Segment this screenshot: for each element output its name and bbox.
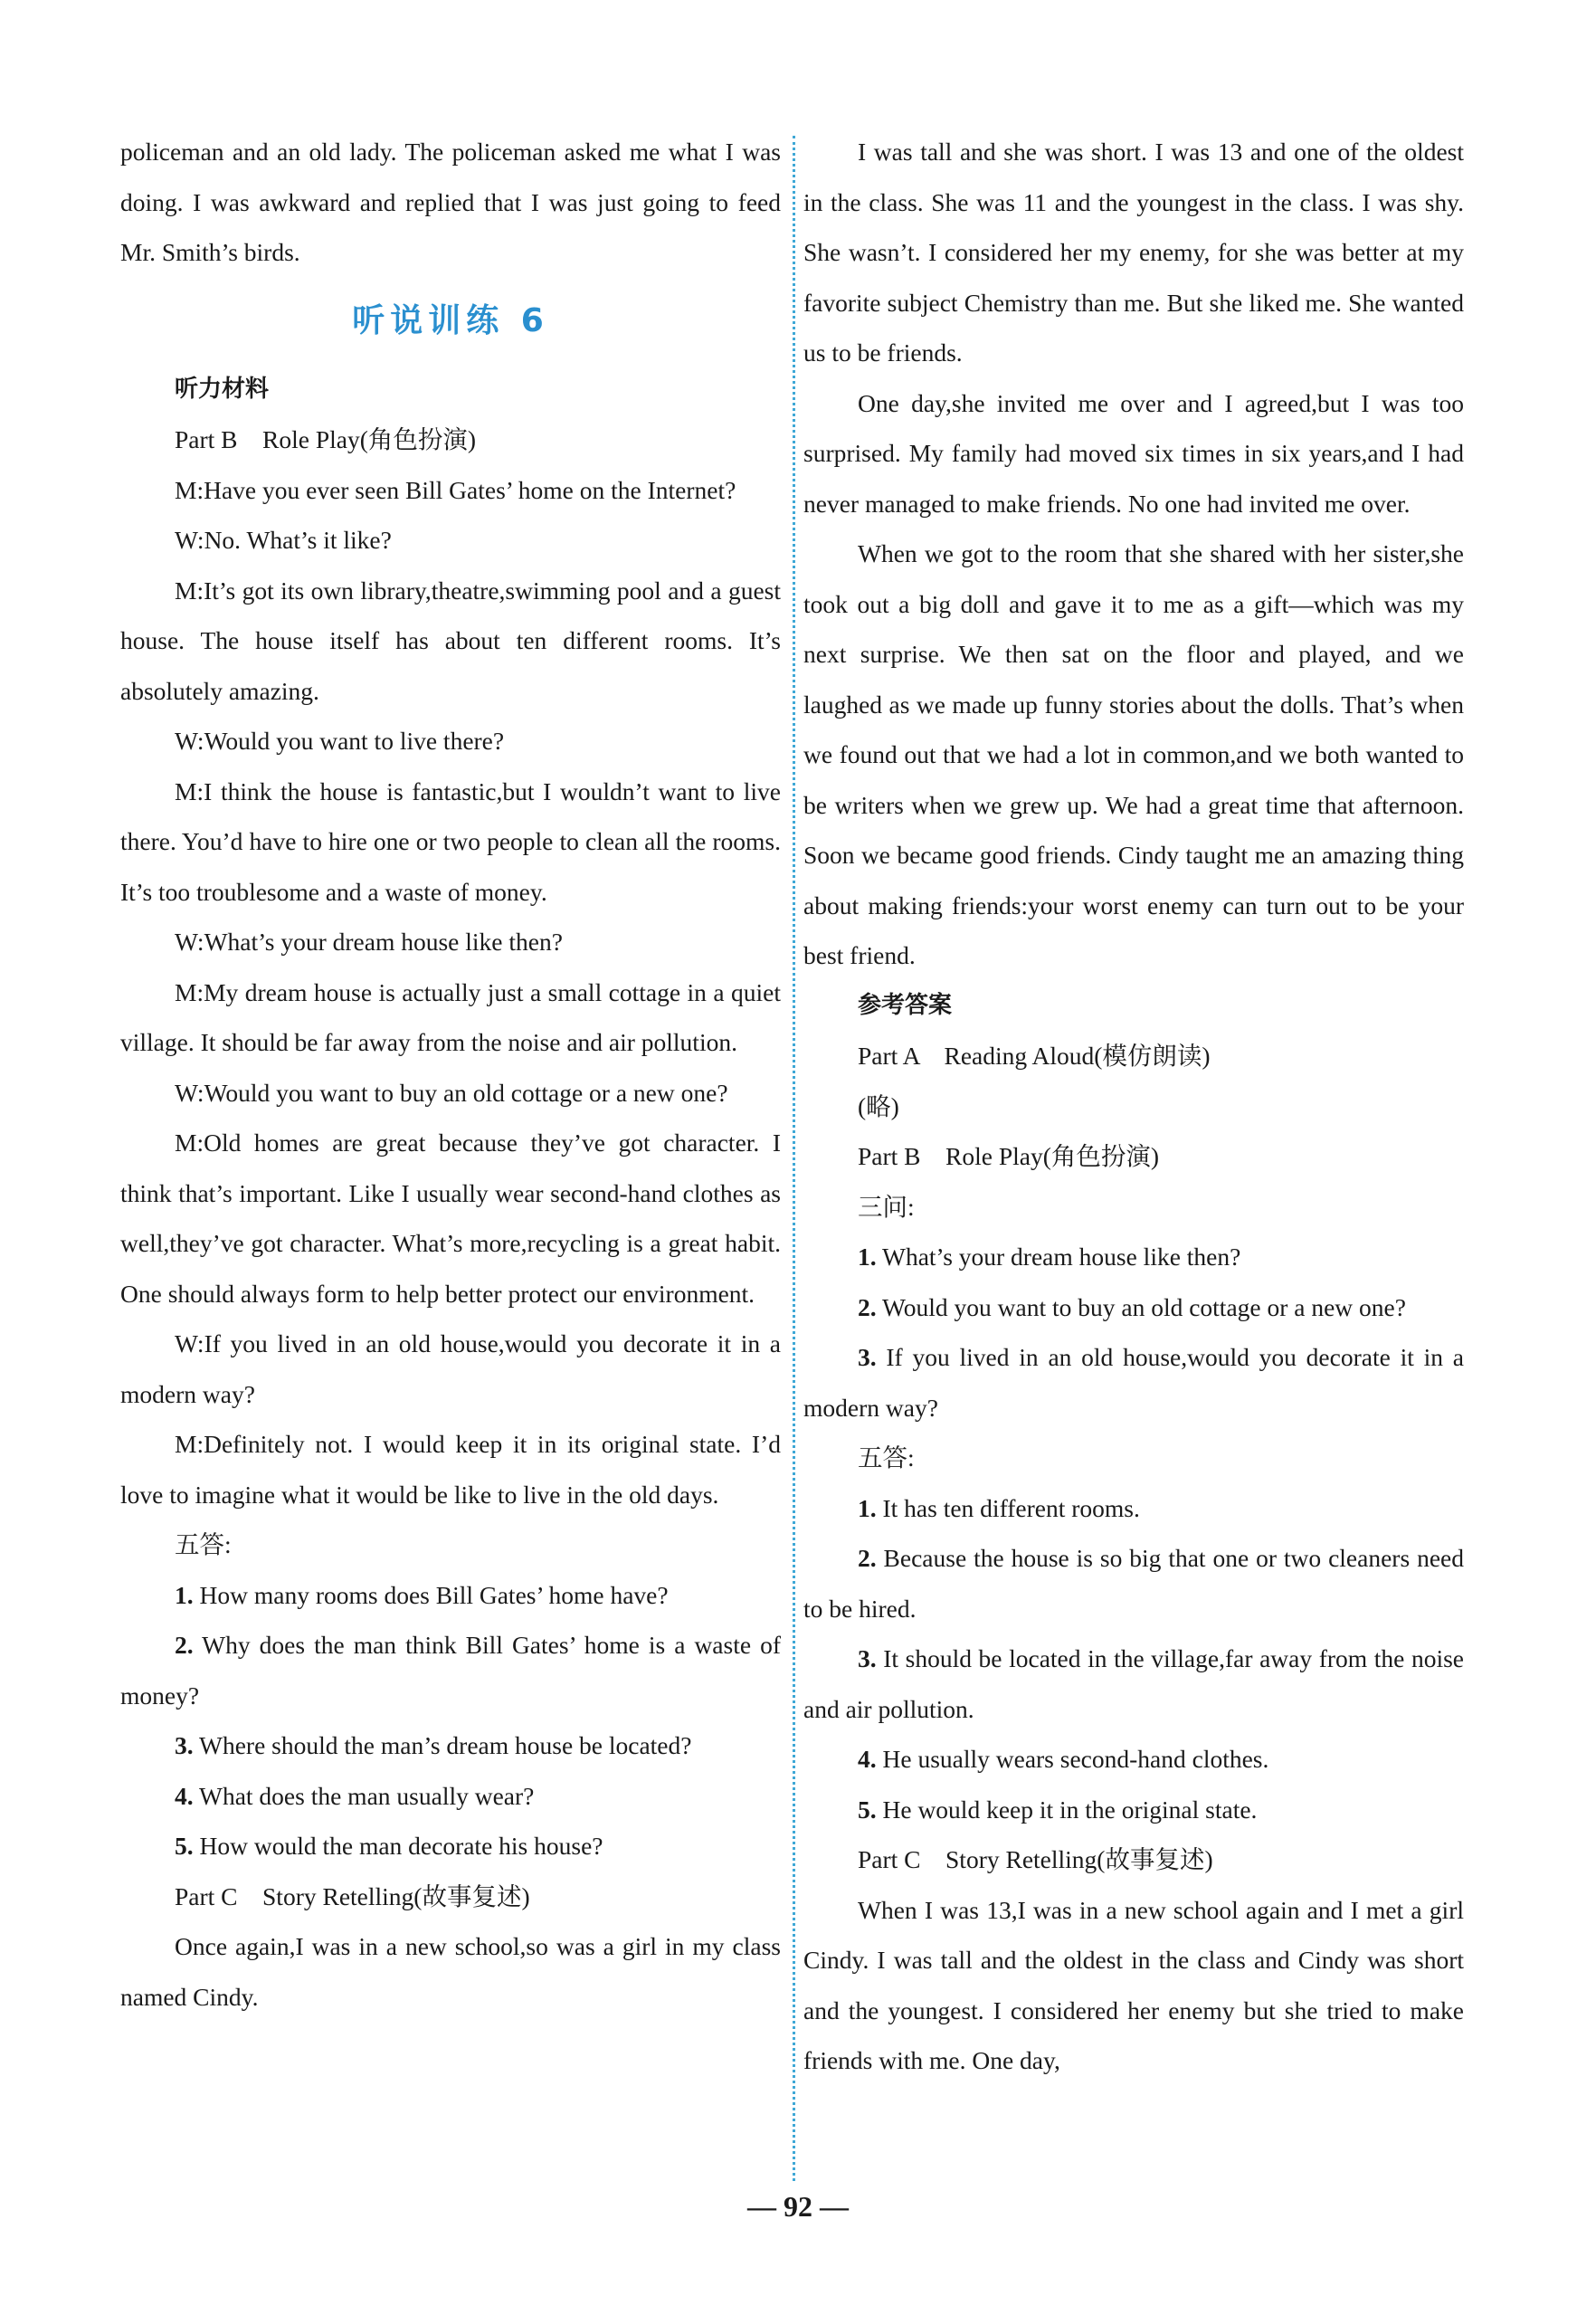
answer-text: He usually wears second-hand clothes. [876,1745,1269,1773]
answer-item [803,1232,1464,1282]
part-c-title: Part C Story Retelling(故事复述) [175,1881,530,1910]
answer-text: It has ten different rooms. [876,1493,1140,1522]
question-text: What does the man usually wear? [193,1781,535,1810]
question-number: 4. [175,1781,194,1810]
answer-number: 4. [858,1745,877,1773]
answer-item [803,1633,1464,1734]
answer-number: 3. [858,1644,877,1672]
dialogue-line: M:It’s got its own library,theatre,swimming pool and a guest house. The house itself has about ten different rooms. It’s absolutely amazing. [120,576,781,705]
answer-text: What’s your dream house like then? [876,1243,1241,1271]
section-heading: 听说训练 6 [352,301,549,339]
answer-number: 2. [858,1292,877,1321]
question-item [120,1821,781,1872]
answer-text: If you lived in an old house,would you decorate it in a modern way? [803,1343,1464,1422]
subheading-answers: 参考答案 [858,991,953,1019]
question-text: Why does the man think Bill Gates’ home is a waste of money? [120,1631,781,1710]
question-item [120,1720,781,1771]
right-column [803,127,1464,2086]
answer-number: 3. [858,1343,877,1371]
paragraph: policeman and an old lady. The policeman asked me what I was doing. I was awkward and replied that I was just going to feed Mr. Smith’s birds. [120,138,781,266]
subheading-listening: 听力材料 [175,375,270,403]
dialogue-line: M:Have you ever seen Bill Gates’ home on the Internet? [175,475,736,504]
question-text: How many rooms does Bill Gates’ home have? [193,1580,669,1609]
answer-number: 5. [858,1795,877,1824]
dialogue-line: M:Definitely not. I would keep it in its original state. I’d love to imagine what it would be like to live in the old days. [120,1430,781,1509]
dialogue-line: W:What’s your dream house like then? [175,928,563,956]
question-text: How would the man decorate his house? [193,1832,603,1860]
retelling-paragraph: When I was 13,I was in a new school again and I met a girl Cindy. I was tall and the oldest in the class and Cindy was short and the youngest. I considered her enemy but she tried to make friends with me. One day, [803,1895,1464,2074]
dialogue-line: M:My dream house is actually just a small cottage in a quiet village. It should be far away from the noise and air pollution. [120,977,781,1056]
part-b-title: Part B Role Play(角色扮演) [175,425,477,453]
answer-item [803,1785,1464,1835]
answer-text: Would you want to buy an old cottage or a new one? [876,1292,1406,1321]
question-number: 3. [175,1731,194,1759]
answer-item [803,1533,1464,1633]
question-number: 1. [175,1580,194,1609]
question-item [120,1771,781,1822]
dialogue-line: W:If you lived in an old house,would you decorate it in a modern way? [120,1329,781,1408]
answer-text: He would keep it in the original state. [876,1795,1258,1824]
answer-item [803,1282,1464,1333]
answer-text: It should be located in the village,far away from the noise and air pollution. [803,1644,1464,1723]
three-questions-label: 三问: [858,1192,915,1221]
dialogue-line: W:Would you want to live there? [175,727,505,755]
answer-item [803,1332,1464,1433]
answer-number: 1. [858,1493,877,1522]
omitted-note: (略) [858,1091,899,1120]
part-c-title: Part C Story Retelling(故事复述) [858,1845,1213,1873]
page-number: — 92 — [747,2190,849,2223]
answer-item [803,1734,1464,1785]
answer-number: 1. [858,1243,877,1271]
story-paragraph: One day,she invited me over and I agreed,but I was too surprised. My family had moved six times in six years,and I had never managed to make friends. No one had invited me over. [803,388,1464,518]
question-item [120,1570,781,1621]
question-item [120,1620,781,1720]
dialogue-line: M:I think the house is fantastic,but I wouldn’t want to live there. You’d have to hire one or two people to clean all the rooms. It’s too troublesome and a waste of money. [120,776,781,906]
five-questions-label: 五答: [175,1530,232,1558]
story-paragraph: When we got to the room that she shared with her sister,she took out a big doll and gave it to me as a gift—which was my next surprise. We then sat on the floor and played, and we laughed as we made up funny stories about the dolls. That’s when we found out that we had a lot in common,and we both wanted to be writers when we grew up. We had a great time that afternoon. Soon we became good friends. Cindy taught me an amazing thing about making friends:your worst enemy can turn out to be your best friend. [803,539,1464,969]
story-paragraph: I was tall and she was short. I was 13 and one of the oldest in the class. She was 11 and the youngest in the class. I was shy. She wasn’t. I considered her my enemy, for she was better at my favorite subject Chemistry than me. But she liked me. She wanted us to be friends. [803,138,1464,367]
question-text: Where should the man’s dream house be located? [193,1731,692,1759]
question-number: 2. [175,1631,194,1659]
part-b-title: Part B Role Play(角色扮演) [858,1142,1160,1170]
left-column [120,127,781,2022]
column-divider [793,136,795,2181]
question-number: 5. [175,1832,194,1860]
answer-text: Because the house is so big that one or two cleaners need to be hired. [803,1544,1464,1623]
dialogue-line: W:Would you want to buy an old cottage or a new one? [175,1078,728,1107]
part-a-title: Part A Reading Aloud(模仿朗读) [858,1042,1211,1070]
answer-item [803,1483,1464,1534]
dialogue-line: M:Old homes are great because they’ve got character. I think that’s important. Like I usually wear second-hand clothes as well,they’ve got character. What’s more,recycling is a great habit. One should always form to help better protect our environment. [120,1129,781,1308]
story-paragraph: Once again,I was in a new school,so was a girl in my class named Cindy. [120,1932,781,2011]
five-answers-label: 五答: [858,1443,915,1472]
dialogue-line: W:No. What’s it like? [175,526,392,554]
answer-number: 2. [858,1544,877,1572]
